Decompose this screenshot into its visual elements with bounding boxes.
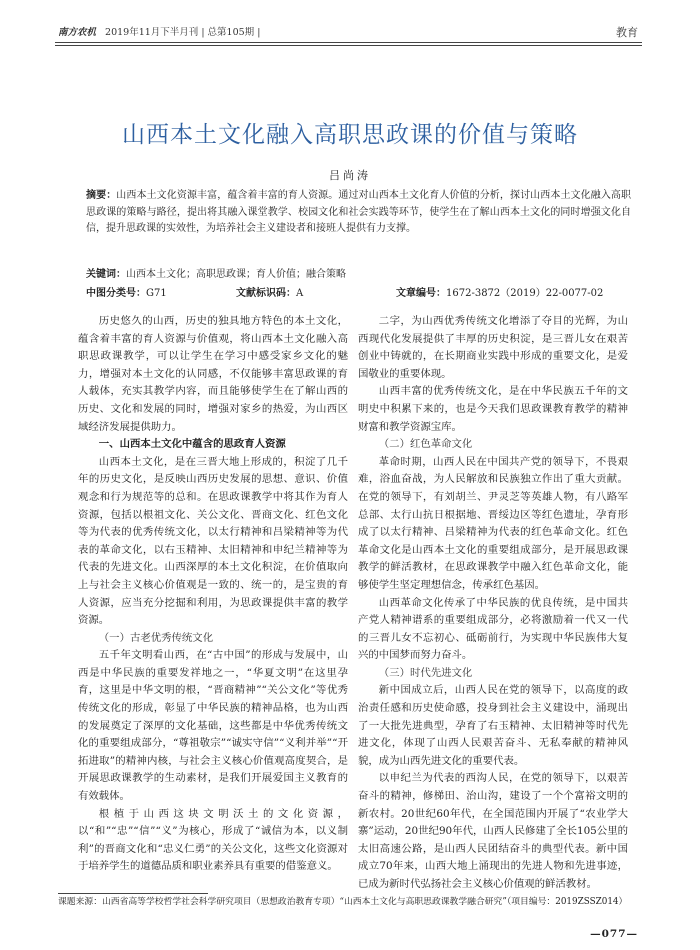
paragraph: 新中国成立后，山西人民在党的领导下，以高度的政治责任感和历史使命感，投身到社会主义建设中，涌现出了一大批先进典型，孕育了右玉精神、太旧精神等时代先进文化，体现了山西人民艰苦奋斗、无私奉献的精神风貌，成为山西先进文化的重要代表。: [358, 684, 628, 767]
paragraph: 山西本土文化，是在三晋大地上形成的，积淀了几千年的历史文化，是反映山西历史发展的思想、意识、价值观念和行为规范等的总和。在思政课教学中将其作为育人资源，包括以根祖文化、关公文化、晋商文化、红色文化等为代表的优秀传统文化，以太行精神和吕梁精神等为代表的革命文化，以右玉精神、太旧精神和申纪兰精神等为代表的先进文化。山西深厚的本土文化积淀，在价值取向上与社会主义核心价值观是一致的、统一的，是宝贵的育人资源，应当充分挖掘和利用，为思政课提供丰富的教学资源。: [78, 455, 348, 627]
abstract-label: 摘要：: [86, 190, 117, 201]
issue-info: 2019年11月下半月刊 | 总第105期 |: [105, 27, 261, 38]
keywords: [86, 265, 631, 280]
clc-value: G71: [146, 288, 167, 299]
paragraph: 五千年文明看山西，在“古中国”的形成与发展中，山西是中华民族的重要发祥地之一，“华夏文明”在这里孕育，这里是中华文明的根，“晋商精神”“关公文化”等优秀传统文化的形成，彰显了中华民族的精神品格，也为山西的发展奠定了深厚的文化基础，这些都是中华优秀传统文化的重要组成部分，“尊祖敬宗”“诚实守信”“义利并举”“开拓进取”的精神内核，与社会主义核心价值观高度契合，是开展思政课教学的生动素材，是我们开展爱国主义教育的有效载体。: [78, 649, 348, 803]
abstract: [86, 188, 631, 238]
classification-row: [86, 284, 631, 299]
section-heading: （三）时代先进文化: [378, 666, 473, 679]
header-rule: [55, 42, 642, 43]
article-title: 山西本土文化融入高职思政课的价值与策略: [122, 122, 578, 148]
keywords-label: 关键词：: [86, 269, 126, 280]
clc-label: 中图分类号：: [86, 288, 146, 299]
paragraph: 以申纪兰为代表的西沟人民，在党的领导下，以艰苦奋斗的精神，修梯田、治山沟，建设了一个个富裕文明的新农村。20世纪60年代，在全国范围内开展了“农业学大寨”运动，20世纪90年代，山西人民修建了全长105公里的太旧高速公路，是山西人民团结奋斗的典型代表。新中国成立70年来，山西大地上涌现出的先进人物和先进事迹，已成为新时代弘扬社会主义核心价值观的鲜活教材。: [358, 772, 628, 890]
abstract-text: 山西本土文化资源丰富，蕴含着丰富的育人资源。通过对山西本土文化育人价值的分析，探讨山西本土文化融入高职思政课的策略与路径，提出将其融入课堂教学、校园文化和社会实践等环节，使学生在了解山西本土文化的同时增强文化自信，提升思政课的实效性，为培养社会主义建设者和接班人提供有力支撑。: [86, 190, 632, 235]
body-column-left: [78, 313, 348, 876]
keywords-text: 山西本土文化；高职思政课；育人价值；融合策略: [126, 269, 346, 280]
body-column-right: [358, 313, 628, 894]
section-heading: 一、山西本土文化中蕴含的思政育人资源: [98, 438, 286, 451]
paragraph: 二字，为山西优秀传统文化增添了夺目的光辉，为山西现代化发展提供了丰厚的历史积淀，是三晋儿女在艰苦创业中铸就的，在长期商业实践中形成的重要文化，是爱国敬业的重要体现。: [358, 315, 628, 380]
header-rule-thin: [55, 45, 642, 46]
paragraph: 根植于山西这块文明沃土的文化资源，以“和”“忠”“信”“义”为核心，形成了“诚信为本，以义制利”的晋商文化和“忠义仁勇”的关公文化，这些文化资源对于培养学生的道德品质和职业素养具有重要的借鉴意义。: [78, 807, 348, 873]
doc-code-value: A: [296, 288, 304, 299]
paragraph: 历史悠久的山西，历史的独具地方特色的本土文化，蕴含着丰富的育人资源与价值观，将山西本土文化融入高职思政课教学，可以让学生在学习中感受家乡文化的魅力，增强对本土文化的认同感，不仅能够丰富思政课的育人载体，充实其教学内容，而且能够使学生在了解山西的历史、文化和发展的同时，增强对家乡的热爱，为山西区域经济发展提供助力。: [78, 315, 348, 433]
article-number-value: 1672-3872（2019）22-0077-02: [446, 288, 604, 299]
author-name: 吕尚涛: [329, 169, 371, 182]
footnote: 课题来源：山西省高等学校哲学社会科学研究项目（思想政治教育专项）“山西本土文化与高职思政课教学融合研究”（项目编号：2019ZSSZ014）: [58, 897, 628, 907]
journal-name: 南方农机: [58, 27, 97, 38]
section-label: 教育: [616, 26, 638, 39]
running-header: [58, 24, 260, 38]
paragraph: 山西丰富的优秀传统文化，是在中华民族五千年的文明史中积累下来的，也是今天我们思政课教育教学的精神财富和教学资源宝库。: [358, 385, 628, 433]
article-number-label: 文章编号：: [396, 288, 446, 299]
page-number: —077—: [590, 928, 638, 940]
section-heading: （二）红色革命文化: [378, 438, 473, 451]
paragraph: 革命时期，山西人民在中国共产党的领导下，不畏艰难，浴血奋战，为人民解放和民族独立作出了重大贡献。在党的领导下，有刘胡兰、尹灵芝等英雄人物，有八路军总部、太行山抗日根据地、晋绥边区等红色遗址，孕育形成了以太行精神、吕梁精神为代表的红色革命文化。红色革命文化是山西本土文化的重要组成部分，是开展思政课教学的鲜活教材，在思政课教学中融入红色革命文化，能够使学生坚定理想信念，传承红色基因。: [358, 455, 628, 591]
doc-code-label: 文献标识码：: [236, 288, 296, 299]
paragraph: 山西革命文化传承了中华民族的优良传统，是中国共产党人精神谱系的重要组成部分，必将激励着一代又一代的三晋儿女不忘初心、砥砺前行，为实现中华民族伟大复兴的中国梦而努力奋斗。: [358, 596, 628, 662]
footnote-rule: [58, 893, 208, 894]
section-heading: （一）古老优秀传统文化: [98, 631, 214, 644]
